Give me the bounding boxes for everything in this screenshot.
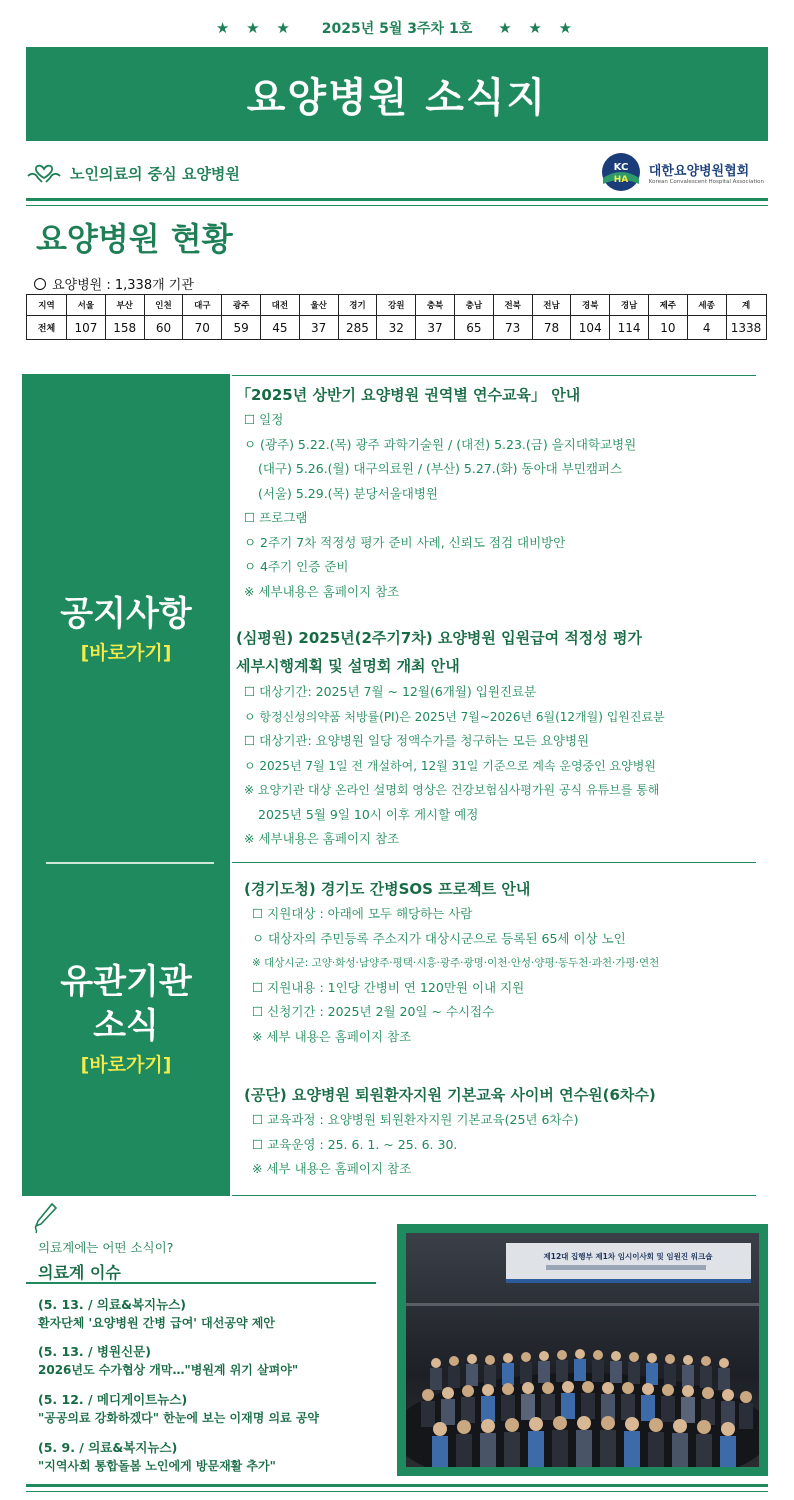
notice-2-line: ☐ 대상기관: 요양병원 일당 정액수가를 청구하는 모든 요양병원 xyxy=(244,733,590,748)
table-header-cell: 대전 xyxy=(260,295,299,316)
agency-sidebar-title-1: 유관기관 xyxy=(60,962,192,1002)
issue-line xyxy=(0,16,794,40)
table-header-cell: 전남 xyxy=(532,295,571,316)
event-photo xyxy=(406,1233,759,1467)
notice-1-line: ※ 세부내용은 홈페이지 참조 xyxy=(244,583,400,599)
table-header-cell: 울산 xyxy=(299,295,338,316)
sidebar xyxy=(22,374,230,1196)
notice-2 xyxy=(236,624,770,852)
medical-news-section xyxy=(26,1200,386,1490)
agency-news-2-title[interactable]: (공단) 요양병원 퇴원환자지원 기본교육 사이버 연수원(6차수) xyxy=(244,1086,656,1104)
newsletter-title: 요양병원 소식지 xyxy=(246,74,548,121)
footer-divider xyxy=(26,1491,768,1492)
table-cell: 158 xyxy=(105,316,144,340)
agency-news-2 xyxy=(244,1083,778,1182)
stars-right: ★ ★ ★ xyxy=(498,19,579,37)
agency-news-2-line: ☐ 교육운영 : 25. 6. 1. ~ 25. 6. 30. xyxy=(252,1136,458,1152)
pencil-icon xyxy=(32,1202,58,1234)
news-divider xyxy=(26,1282,376,1284)
circle-bullet-icon xyxy=(34,278,46,290)
news-source: (5. 13. / 병원신문) xyxy=(38,1344,151,1359)
notice-2-title[interactable]: (심평원) 2025년(2주기7차) 요양병원 입원급여 적정성 평가 xyxy=(236,629,642,647)
table-header-cell: 충남 xyxy=(454,295,493,316)
news-source: (5. 9. / 의료&복지뉴스) xyxy=(38,1440,178,1455)
table-header-cell: 경기 xyxy=(338,295,377,316)
kcha-logo-icon xyxy=(599,152,643,192)
agency-news-2-line: ※ 세부 내용은 홈페이지 참조 xyxy=(252,1161,412,1176)
notice-1-line: ☐ 일정 xyxy=(244,412,284,427)
table-cell: 37 xyxy=(299,316,338,340)
table-header-cell: 서울 xyxy=(67,295,106,316)
notice-1-line: ㅇ 2주기 7차 적정성 평가 준비 사례, 신뢰도 점검 대비방안 xyxy=(244,534,566,550)
svg-text:KC: KC xyxy=(613,162,629,173)
table-header-cell: 계 xyxy=(726,295,766,316)
notice-1-line: ㅇ (광주) 5.22.(목) 광주 과학기술원 / (대전) 5.23.(금) 을지대학교병원 xyxy=(244,436,637,452)
table-header-cell: 전북 xyxy=(493,295,532,316)
table-header-cell: 광주 xyxy=(222,295,261,316)
table-cell: 45 xyxy=(260,316,299,340)
table-header-cell: 지역 xyxy=(27,295,67,316)
agency-news-1-line: ※ 세부 내용은 홈페이지 참조 xyxy=(252,1028,412,1044)
notice-shortcut-link[interactable]: [바로가기] xyxy=(80,642,172,664)
notice-sidebar-title: 공지사항 xyxy=(60,594,192,634)
table-cell: 전체 xyxy=(27,316,67,340)
region-table xyxy=(26,294,767,340)
issue-number: 2025년 5월 3주차 1호 xyxy=(321,21,473,37)
notice-1-line: (대구) 5.26.(월) 대구의료원 / (부산) 5.27.(화) 동아대 부민캠퍼스 xyxy=(258,461,623,476)
notice-sidebar-block xyxy=(22,592,230,665)
agency-news-1-line: ㅇ 대상자의 주민등록 주소지가 대상시군으로 등록된 65세 이상 노인 xyxy=(252,930,626,946)
agency-news-1 xyxy=(244,877,778,1049)
notice-2-line: ※ 세부내용은 홈페이지 참조 xyxy=(244,831,400,846)
table-cell: 37 xyxy=(416,316,455,340)
event-photo-frame xyxy=(397,1224,768,1476)
agency-news-1-line: ☐ 지원내용 : 1인당 간병비 연 120만원 이내 지원 xyxy=(252,979,525,995)
table-cell: 1338 xyxy=(726,316,766,340)
table-header-row xyxy=(27,295,767,316)
agency-sidebar-block xyxy=(22,960,230,1077)
table-header-cell: 대구 xyxy=(183,295,222,316)
table-cell: 285 xyxy=(338,316,377,340)
news-item[interactable] xyxy=(38,1439,378,1475)
divider xyxy=(26,198,768,201)
table-header-cell: 인천 xyxy=(144,295,183,316)
news-item[interactable] xyxy=(38,1391,378,1427)
hands-heart-icon xyxy=(26,160,62,186)
content-divider xyxy=(232,1195,756,1196)
agency-news-1-line: ☐ 신청기간 : 2025년 2월 20일 ~ 수시접수 xyxy=(252,1004,495,1019)
news-question: 의료계에는 어떤 소식이? xyxy=(38,1240,174,1255)
stars-left: ★ ★ ★ xyxy=(215,19,296,37)
news-headline[interactable]: 2026년도 수가협상 개막…"병원계 위기 살펴야" xyxy=(38,1363,299,1377)
photo-banner-text: 제12대 집행부 제1차 임시이사회 및 임원진 워크숍 xyxy=(543,1252,713,1261)
title-banner xyxy=(26,47,768,141)
subheader xyxy=(26,150,768,196)
hospital-count-text: 요양병원 : 1,338개 기관 xyxy=(52,278,194,293)
notice-2-title-cont[interactable]: 세부시행계획 및 설명회 개최 안내 xyxy=(236,657,460,675)
notice-2-line: ☐ 대상기간: 2025년 7월 ~ 12월(6개월) 입원진료분 xyxy=(244,684,537,699)
table-header-cell: 제주 xyxy=(648,295,687,316)
news-headline[interactable]: 환자단체 '요양병원 간병 급여' 대선공약 제안 xyxy=(38,1316,275,1330)
table-cell: 4 xyxy=(687,316,726,340)
agency-shortcut-link[interactable]: [바로가기] xyxy=(80,1054,172,1076)
agency-sidebar-title-2: 소식 xyxy=(93,1006,159,1046)
news-headline[interactable]: "공공의료 강화하겠다" 한눈에 보는 이재명 의료 공약 xyxy=(38,1411,320,1425)
agency-news-1-line: ☐ 지원대상 : 아래에 모두 해당하는 사람 xyxy=(252,906,473,921)
news-source: (5. 13. / 의료&복지뉴스) xyxy=(38,1297,186,1312)
table-cell: 65 xyxy=(454,316,493,340)
status-section-title: 요양병원 현황 xyxy=(36,220,233,258)
association-name-en: Korean Convalescent Hospital Association xyxy=(648,178,764,185)
table-cell: 114 xyxy=(610,316,649,340)
notice-1-line: (서울) 5.29.(목) 분당서울대병원 xyxy=(258,485,439,501)
footer-divider xyxy=(26,1484,768,1487)
table-cell: 59 xyxy=(222,316,261,340)
association-name xyxy=(649,160,764,185)
group-photo-illustration xyxy=(406,1233,759,1467)
table-header-cell: 부산 xyxy=(105,295,144,316)
table-cell: 73 xyxy=(493,316,532,340)
table-header-cell: 강원 xyxy=(377,295,416,316)
news-item[interactable] xyxy=(38,1343,378,1379)
table-cell: 78 xyxy=(532,316,571,340)
content-divider xyxy=(232,375,756,376)
agency-news-1-title[interactable]: (경기도청) 경기도 간병SOS 프로젝트 안내 xyxy=(244,880,531,898)
news-item[interactable] xyxy=(38,1296,378,1332)
table-cell: 107 xyxy=(67,316,106,340)
notice-1-line: ㅇ 4주기 인증 준비 xyxy=(244,559,349,574)
table-cell: 104 xyxy=(571,316,610,340)
association-logo-block[interactable] xyxy=(599,152,764,192)
table-header-cell: 경남 xyxy=(610,295,649,316)
notice-2-line: ㅇ 항정신성의약품 처방률(PI)은 2025년 7월~2026년 6월(12개월) 입원진료분 xyxy=(244,709,665,724)
agency-news-1-line: ※ 대상시군: 고양·화성·남양주·평택·시흥·광주·광명·이천·안성·양평·동두천·과천·가평·연천 xyxy=(252,957,660,969)
table-header-cell: 충북 xyxy=(416,295,455,316)
news-headline[interactable]: "지역사회 통합돌봄 노인에게 방문재활 추가" xyxy=(38,1459,276,1473)
divider xyxy=(26,205,768,206)
table-row xyxy=(27,316,767,340)
notice-2-line: ㅇ 2025년 7월 1일 전 개설하여, 12월 31일 기준으로 계속 운영중인 요양병원 xyxy=(244,758,656,773)
agency-news-2-line: ☐ 교육과정 : 요양병원 퇴원환자지원 기본교육(25년 6차수) xyxy=(252,1112,579,1127)
content-divider xyxy=(232,862,756,863)
notice-1 xyxy=(236,383,770,604)
sidebar-divider xyxy=(46,862,214,864)
table-cell: 32 xyxy=(377,316,416,340)
hospital-count xyxy=(34,274,194,293)
notice-2-line: ※ 요양기관 대상 온라인 설명회 영상은 건강보험심사평가원 공식 유튜브를 통해 xyxy=(244,783,660,797)
table-header-cell: 세종 xyxy=(687,295,726,316)
news-source: (5. 12. / 메디게이트뉴스) xyxy=(38,1392,188,1407)
notice-2-line: 2025년 5월 9일 10시 이후 게시할 예정 xyxy=(258,806,479,822)
association-name-ko: 대한요양병원협회 xyxy=(648,163,750,179)
notice-1-title[interactable]: 「2025년 상반기 요양병원 권역별 연수교육」 안내 xyxy=(236,386,581,404)
svg-text:HA: HA xyxy=(613,175,629,185)
table-cell: 60 xyxy=(144,316,183,340)
table-header-cell: 경북 xyxy=(571,295,610,316)
slogan: 노인의료의 중심 요양병원 xyxy=(70,164,240,183)
table-cell: 10 xyxy=(648,316,687,340)
table-cell: 70 xyxy=(183,316,222,340)
news-section-title: 의료계 이슈 xyxy=(38,1263,121,1282)
notice-1-line: ☐ 프로그램 xyxy=(244,510,308,525)
